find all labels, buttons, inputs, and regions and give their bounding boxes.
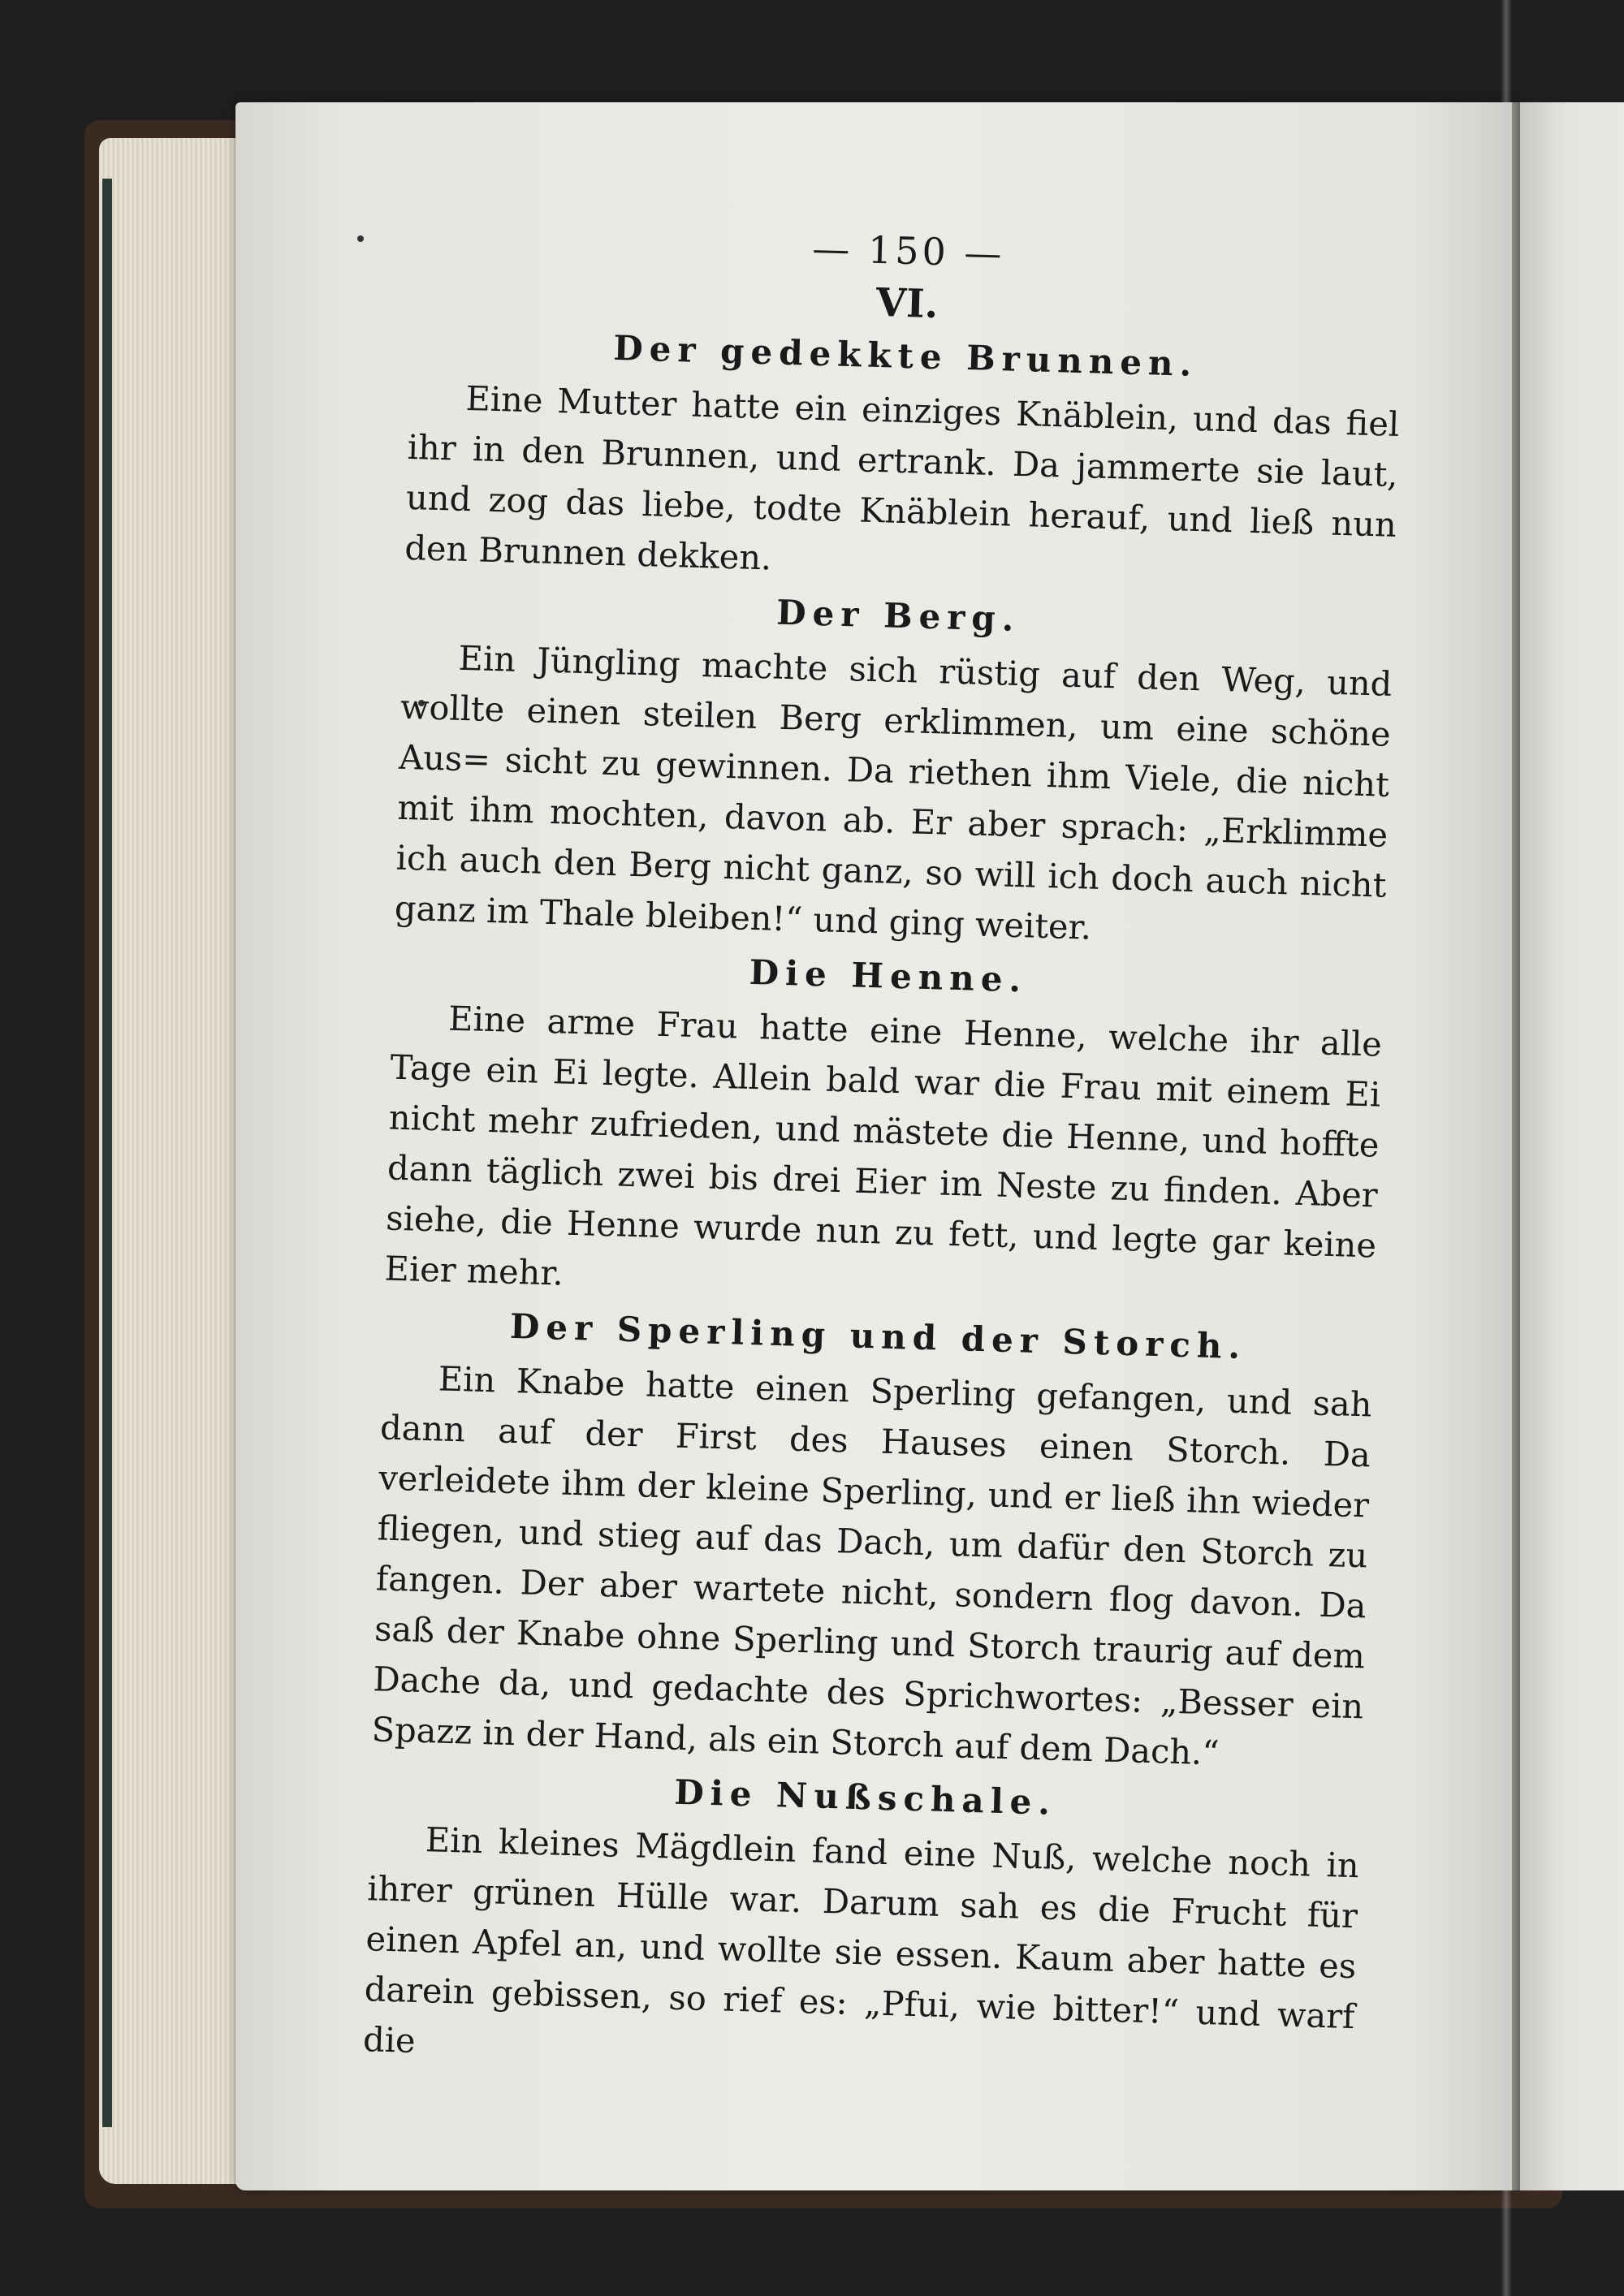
page-speck — [357, 235, 364, 242]
story-text: Ein Knabe hatte einen Sperling gefangen, und sah dann auf der First des Hauses einen Storch. Da verleidete ihm der kleine Sperling, und er ließ ihn wieder fliegen, und stieg auf das Dach, um dafür den Storch zu fangen. Der aber wartete nicht, sondern flog davon. Da saß der Knabe ohne Sperling und Storch traurig auf dem Dache da, und gedachte des Sprichwortes: „Besser ein Spazz in der Hand, als ein Storch auf dem Dach.“ — [371, 1358, 1373, 1773]
story-title: Die Henne. — [749, 952, 1028, 1000]
story-text: Eine arme Frau hatte eine Henne, welche ihr alle Tage ein Ei legte. Allein bald war die Frau mit einem Ei nicht mehr zufrieden, und mästete die Henne, und hoffte dann täglich zwei bis drei Eier im Neste zu finden. Aber siehe, die Henne wurde nun zu fett, und legte gar keine Eier mehr. — [384, 998, 1383, 1293]
page-edges — [99, 138, 253, 2184]
right-page — [1520, 102, 1624, 2190]
page-text — [362, 213, 1404, 2097]
glass-glare — [1501, 0, 1512, 2296]
story-text: Ein Jüngling machte sich rüstig auf den Weg, und wollte einen steilen Berg erklimmen, um eine schöne Aus= sicht zu gewinnen. Da riethen ihm Viele, die nicht mit ihm mochten, davon ab. Er aber sprach: „Erklimme ich auch den Berg nicht ganz, so will ich doch auch nicht ganz im Thale bleiben!“ und ging weiter. — [394, 637, 1393, 947]
story-title: Der Berg. — [775, 592, 1021, 640]
binding-band — [102, 179, 112, 2127]
story-title: Der Sperling und der Storch. — [509, 1306, 1247, 1367]
story-text: Ein kleines Mägdlein fand eine Nuß, welche noch in ihrer grünen Hülle war. Darum sah es die Frucht für einen Apfel an, und wollte sie essen. Kaum aber hatte es darein gebissen, so rief es: „Pfui, wie bitter!“ und warf die — [362, 1819, 1360, 2061]
page-number: — 150 — — [811, 226, 1006, 276]
story-text: Eine Mutter hatte ein einziges Knäblein, und das fiel ihr in den Brunnen, und ertrank. Da jammerte sie laut, und zog das liebe, todte Knäblein herauf, und ließ nun den Brunnen dekken. — [404, 378, 1400, 578]
section-number: VI. — [875, 279, 939, 328]
story-title: Der gedekkte Brunnen. — [612, 327, 1199, 385]
story-title: Die Nußschale. — [673, 1772, 1057, 1823]
